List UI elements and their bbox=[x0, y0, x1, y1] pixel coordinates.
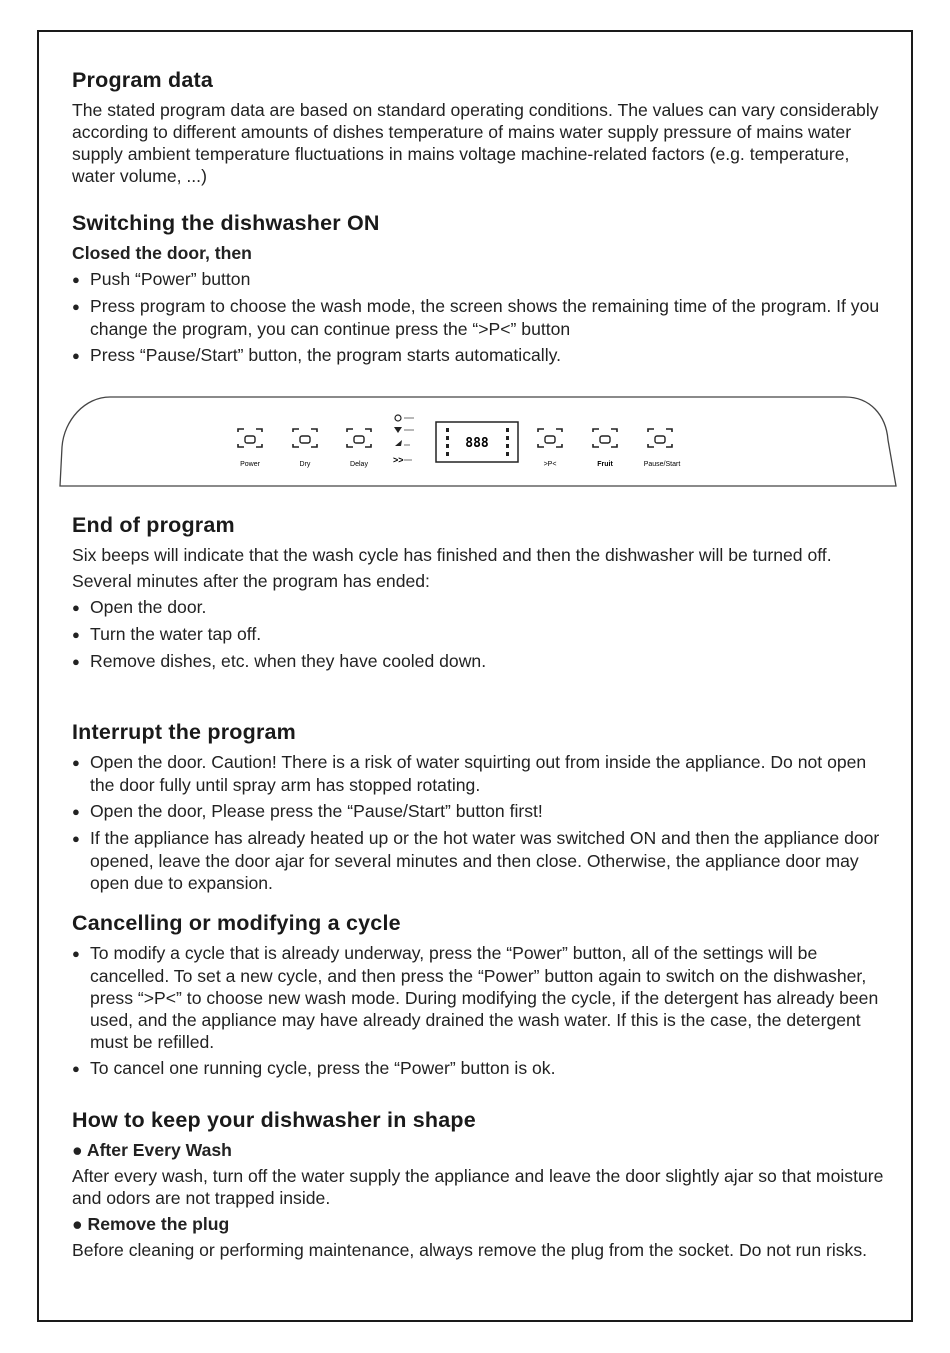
section-title: Switching the dishwasher ON bbox=[72, 211, 380, 235]
delay-label: Delay bbox=[350, 461, 368, 468]
section-title: End of program bbox=[72, 513, 235, 537]
bullet-list bbox=[72, 942, 892, 1080]
bullet-list bbox=[72, 268, 892, 367]
section-title: Interrupt the program bbox=[72, 720, 296, 744]
program-select-label: >P< bbox=[543, 461, 557, 468]
section-title: Program data bbox=[72, 68, 213, 92]
list-item: ● Press “Pause/Start” button, the program starts automatically. bbox=[72, 344, 892, 367]
display-digits: 888 bbox=[465, 436, 489, 451]
power-label: Power bbox=[240, 461, 260, 468]
dry-label: Dry bbox=[299, 461, 311, 468]
section-subtitle: ● Remove the plug bbox=[72, 1214, 230, 1234]
section-subtitle: Closed the door, then bbox=[72, 243, 252, 263]
section-title: Cancelling or modifying a cycle bbox=[72, 911, 401, 935]
rapid-icon: >> bbox=[393, 455, 404, 465]
section-subtitle: ● After Every Wash bbox=[72, 1140, 232, 1160]
section-keep-in-shape bbox=[72, 1108, 892, 1261]
section-program-data bbox=[72, 68, 892, 187]
list-item: ● To cancel one running cycle, press the “Power” button is ok. bbox=[72, 1057, 892, 1080]
section-body: The stated program data are based on standard operating conditions. The values can vary considerably according to different amounts of dishes temperature of mains water supply pressure of mains water supply ambient temperature fluctuations in mains voltage machine-related factors (e.g. temperature, water volume, ...) bbox=[72, 100, 879, 186]
bullet-list bbox=[72, 596, 892, 673]
list-item: ● Press program to choose the wash mode, the screen shows the remaining time of the program. If you change the program, you can continue press the “>P<” button bbox=[72, 295, 892, 340]
list-item: ● Open the door, Please press the “Pause/Start” button first! bbox=[72, 800, 892, 823]
list-item: ● Open the door. bbox=[72, 596, 892, 619]
list-item: ● If the appliance has already heated up or the hot water was switched ON and then the appliance door opened, leave the door ajar for several minutes and then close. Otherwise, the appliance door may open due to expansion. bbox=[72, 827, 892, 894]
section-body: Six beeps will indicate that the wash cycle has finished and then the dishwasher will be turned off. bbox=[72, 545, 832, 565]
section-body: After every wash, turn off the water supply the appliance and leave the door slightly ajar so that moisture and odors are not trapped inside. bbox=[72, 1166, 884, 1208]
section-interrupt bbox=[72, 720, 892, 898]
section-body: Several minutes after the program has ended: bbox=[72, 571, 430, 591]
pause-start-label: Pause/Start bbox=[643, 461, 681, 468]
fruit-label: Fruit bbox=[597, 461, 613, 468]
list-item: ● Turn the water tap off. bbox=[72, 623, 892, 646]
list-item: ● Open the door. Caution! There is a risk of water squirting out from inside the appliance. Do not open the door fully until spray arm has stopped rotating. bbox=[72, 751, 892, 796]
section-title: How to keep your dishwasher in shape bbox=[72, 1108, 476, 1132]
section-body: Before cleaning or performing maintenance, always remove the plug from the socket. Do not run risks. bbox=[72, 1240, 868, 1260]
bullet-list bbox=[72, 751, 892, 894]
list-item: ● Push “Power” button bbox=[72, 268, 892, 291]
list-item: ● Remove dishes, etc. when they have cooled down. bbox=[72, 650, 892, 673]
section-switching-on bbox=[72, 211, 892, 371]
list-item: ● To modify a cycle that is already underway, press the “Power” button, all of the settings will be cancelled. To set a new cycle, and then press the “Power” button again to switch on the dishwasher, press “>P<” to choose new wash mode. During modifying the cycle, if the detergent has already been used, and the appliance may have already drained the wash water. If this is the case, the detergent must be refilled. bbox=[72, 942, 892, 1053]
section-cancelling bbox=[72, 911, 892, 1084]
section-end-of-program bbox=[72, 513, 892, 677]
